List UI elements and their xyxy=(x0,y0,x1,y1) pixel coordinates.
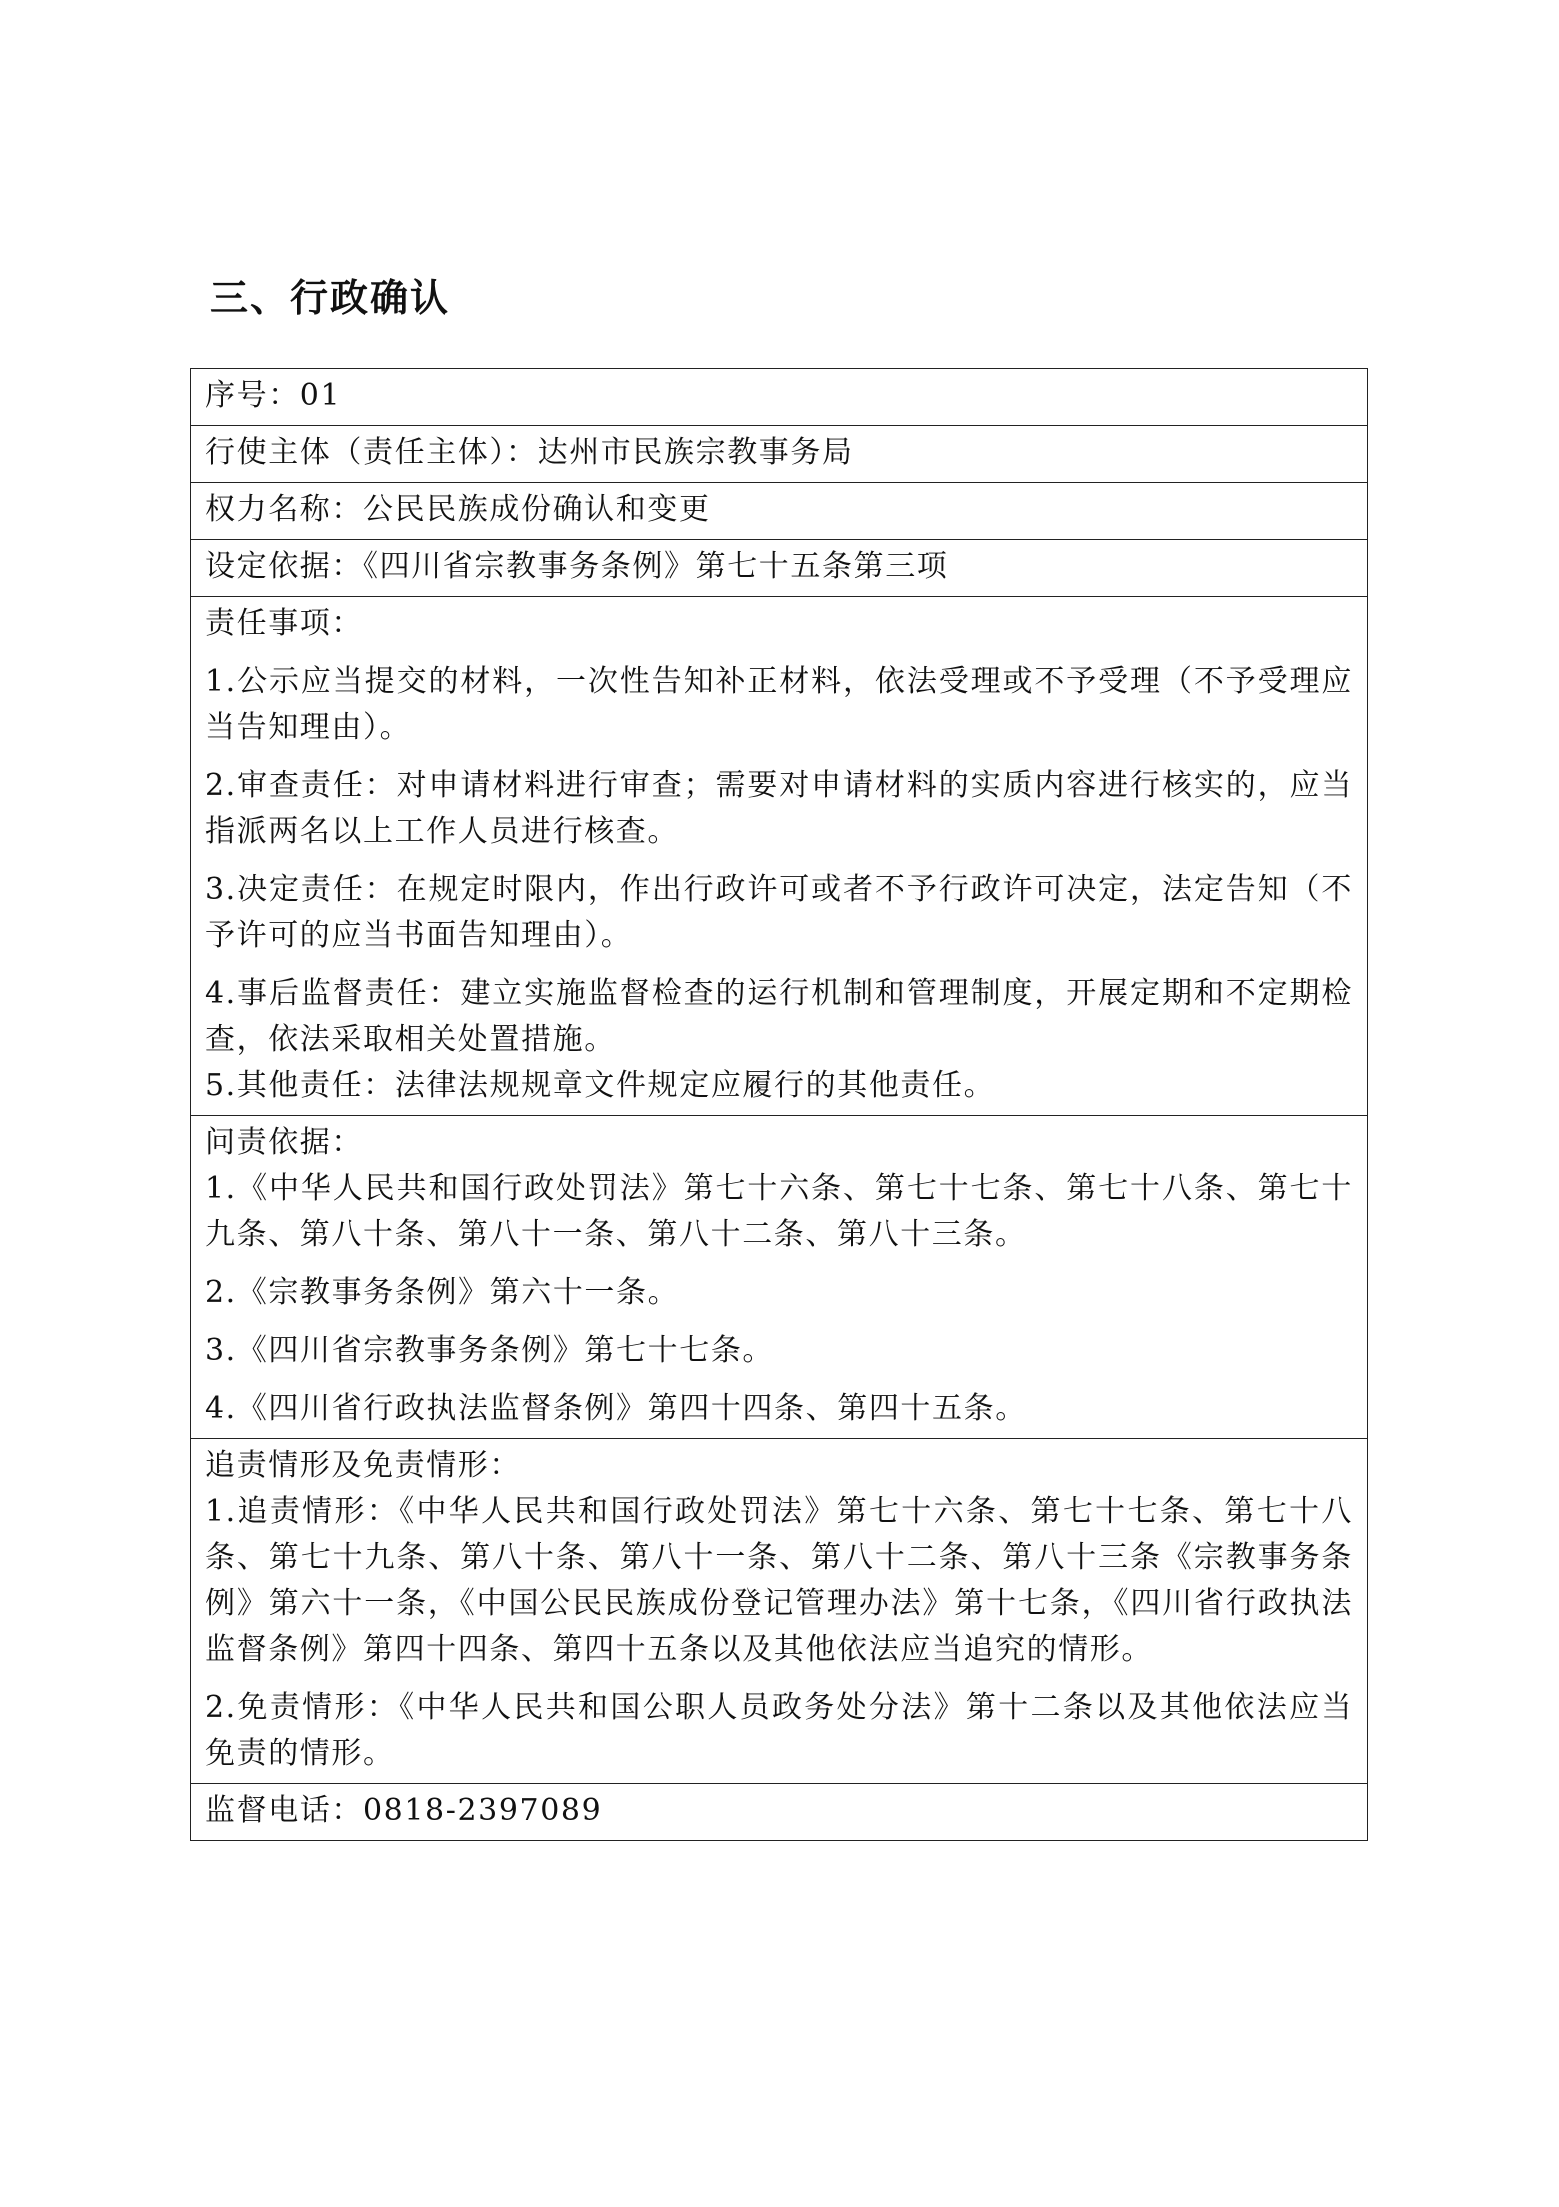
basis-cell: 设定依据：《四川省宗教事务条例》第七十五条第三项 xyxy=(191,540,1368,597)
phone-cell: 监督电话：0818-2397089 xyxy=(191,1784,1368,1841)
page-title: 三、行政确认 xyxy=(210,276,451,320)
accountability-cell xyxy=(191,1116,1368,1439)
liability-item: 2.免责情形：《中华人民共和国公职人员政务处分法》第十二条以及其他依法应当免责的情形。 xyxy=(205,1690,1353,1771)
subject-cell: 行使主体（责任主体）：达州市民族宗教事务局 xyxy=(191,426,1368,483)
liability-item: 1.追责情形：《中华人民共和国行政处罚法》第七十六条、第七十七条、第七十八条、第七十九条、第八十条、第八十一条、第八十二条、第八十三条《宗教事务条例》第六十一条，《中国公民民族成份登记管理办法》第十七条，《四川省行政执法监督条例》第四十四条、第四十五条以及其他依法应当追究的情形。 xyxy=(205,1494,1353,1667)
accountability-item: 2.《宗教事务条例》第六十一条。 xyxy=(205,1275,680,1310)
accountability-label: 问责依据： xyxy=(205,1125,363,1160)
table-row-responsibilities xyxy=(191,597,1368,1116)
accountability-item: 1.《中华人民共和国行政处罚法》第七十六条、第七十七条、第七十八条、第七十九条、第八十条、第八十一条、第八十二条、第八十三条。 xyxy=(205,1171,1353,1252)
table-row-serial xyxy=(191,369,1368,426)
table-row-liability xyxy=(191,1439,1368,1784)
responsibilities-label: 责任事项： xyxy=(205,606,363,641)
liability-cell xyxy=(191,1439,1368,1784)
table-row-subject xyxy=(191,426,1368,483)
table-row-phone xyxy=(191,1784,1368,1841)
responsibility-item: 2.审查责任：对申请材料进行审查；需要对申请材料的实质内容进行核实的，应当指派两名以上工作人员进行核查。 xyxy=(205,768,1353,849)
table-row-basis xyxy=(191,540,1368,597)
serial-cell: 序号：01 xyxy=(191,369,1368,426)
responsibilities-cell xyxy=(191,597,1368,1116)
accountability-item: 3.《四川省宗教事务条例》第七十七条。 xyxy=(205,1333,775,1368)
responsibility-item: 5.其他责任：法律法规规章文件规定应履行的其他责任。 xyxy=(205,1068,996,1103)
admin-confirmation-table xyxy=(190,368,1368,1841)
power-name-cell: 权力名称：公民民族成份确认和变更 xyxy=(191,483,1368,540)
responsibility-item: 3.决定责任：在规定时限内，作出行政许可或者不予行政许可决定，法定告知（不予许可的应当书面告知理由）。 xyxy=(205,872,1353,953)
responsibility-item: 1.公示应当提交的材料，一次性告知补正材料，依法受理或不予受理（不予受理应当告知理由）。 xyxy=(205,664,1353,745)
responsibility-item: 4.事后监督责任：建立实施监督检查的运行机制和管理制度，开展定期和不定期检查，依法采取相关处置措施。 xyxy=(205,976,1353,1057)
table-row-accountability xyxy=(191,1116,1368,1439)
liability-label: 追责情形及免责情形： xyxy=(205,1448,521,1483)
accountability-item: 4.《四川省行政执法监督条例》第四十四条、第四十五条。 xyxy=(205,1391,1027,1426)
table-row-power-name xyxy=(191,483,1368,540)
